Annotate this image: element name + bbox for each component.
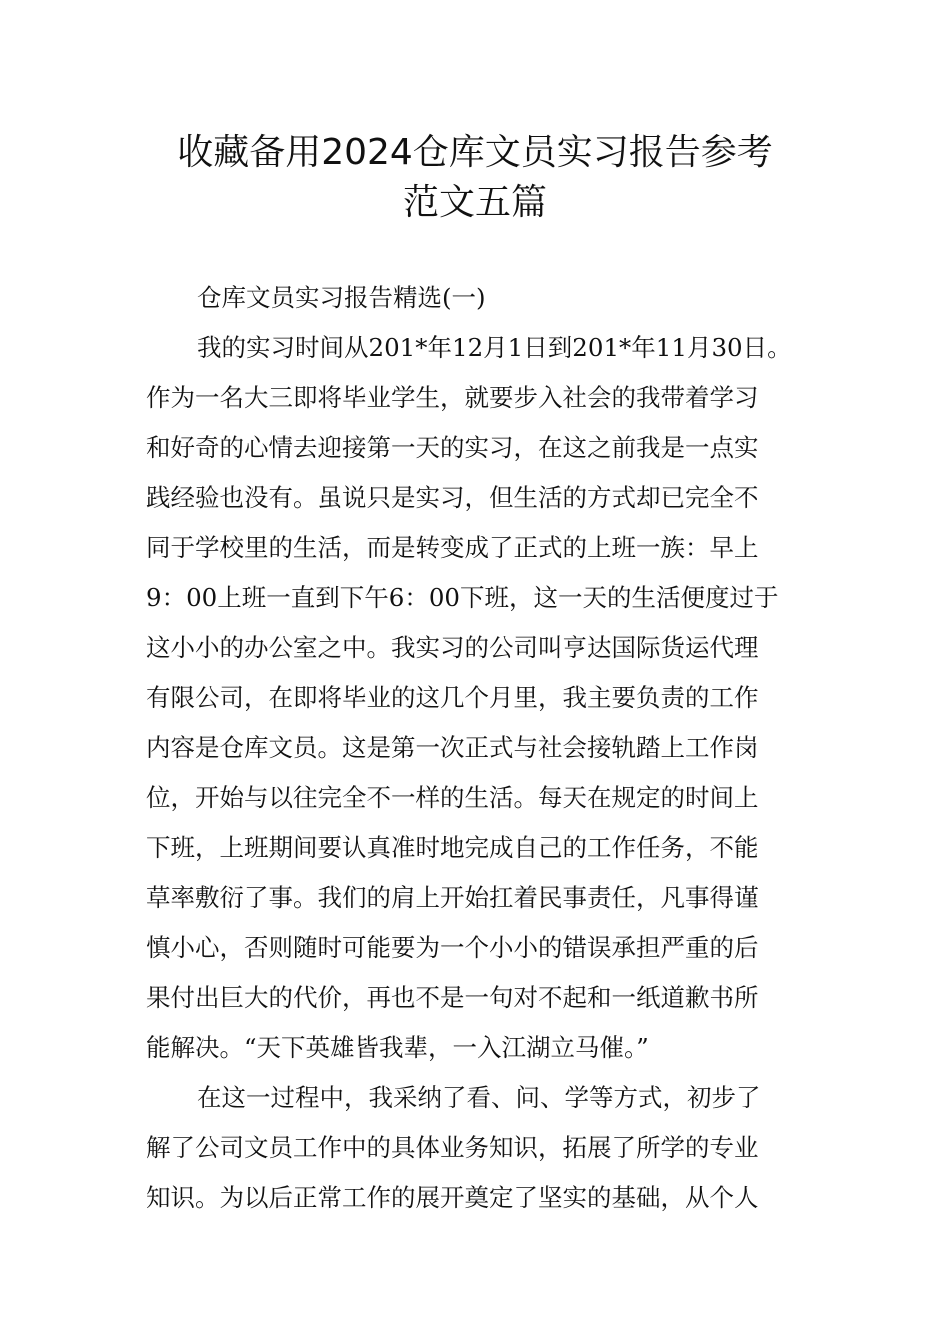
paragraph-line: 内容是仓库文员。这是第一次正式与社会接轨踏上工作岗	[146, 733, 759, 762]
paragraph-line: 果付出巨大的代价，再也不是一句对不起和一纸道歉书所	[146, 983, 759, 1012]
section-heading: 仓库文员实习报告精选(一)	[197, 283, 486, 312]
paragraph-line: 草率敷衍了事。我们的肩上开始扛着民事责任，凡事得谨	[146, 883, 759, 912]
paragraph-line: 知识。为以后正常工作的展开奠定了坚实的基础，从个人	[146, 1183, 759, 1212]
paragraph-line: 9：00上班一直到下午6：00下班，这一天的生活便度过于	[146, 583, 779, 612]
paragraph-line: 和好奇的心情去迎接第一天的实习，在这之前我是一点实	[146, 433, 759, 462]
paragraph-line: 能解决。“天下英雄皆我辈，一入江湖立马催。”	[146, 1033, 649, 1062]
paragraph-line: 下班，上班期间要认真准时地完成自己的工作任务，不能	[146, 833, 759, 862]
paragraph-line: 我的实习时间从201*年12月1日到201*年11月30日。	[197, 333, 792, 362]
paragraph-line: 同于学校里的生活，而是转变成了正式的上班一族：早上	[146, 533, 759, 562]
paragraph-line: 作为一名大三即将毕业学生，就要步入社会的我带着学习	[146, 383, 759, 412]
paragraph-line: 有限公司，在即将毕业的这几个月里，我主要负责的工作	[146, 683, 759, 712]
paragraph-line: 位，开始与以往完全不一样的生活。每天在规定的时间上	[146, 783, 759, 812]
document-title-line-1: 收藏备用2024仓库文员实习报告参考	[177, 132, 773, 173]
paragraph-line: 在这一过程中，我采纳了看、问、学等方式，初步了	[197, 1083, 761, 1112]
document-title-line-2: 范文五篇	[402, 182, 547, 223]
paragraph-line: 这小小的办公室之中。我实习的公司叫亨达国际货运代理	[146, 633, 759, 662]
paragraph-line: 践经验也没有。虽说只是实习，但生活的方式却已完全不	[146, 483, 759, 512]
paragraph-line: 慎小心，否则随时可能要为一个小小的错误承担严重的后	[146, 933, 759, 962]
paragraph-line: 解了公司文员工作中的具体业务知识，拓展了所学的专业	[146, 1133, 759, 1162]
